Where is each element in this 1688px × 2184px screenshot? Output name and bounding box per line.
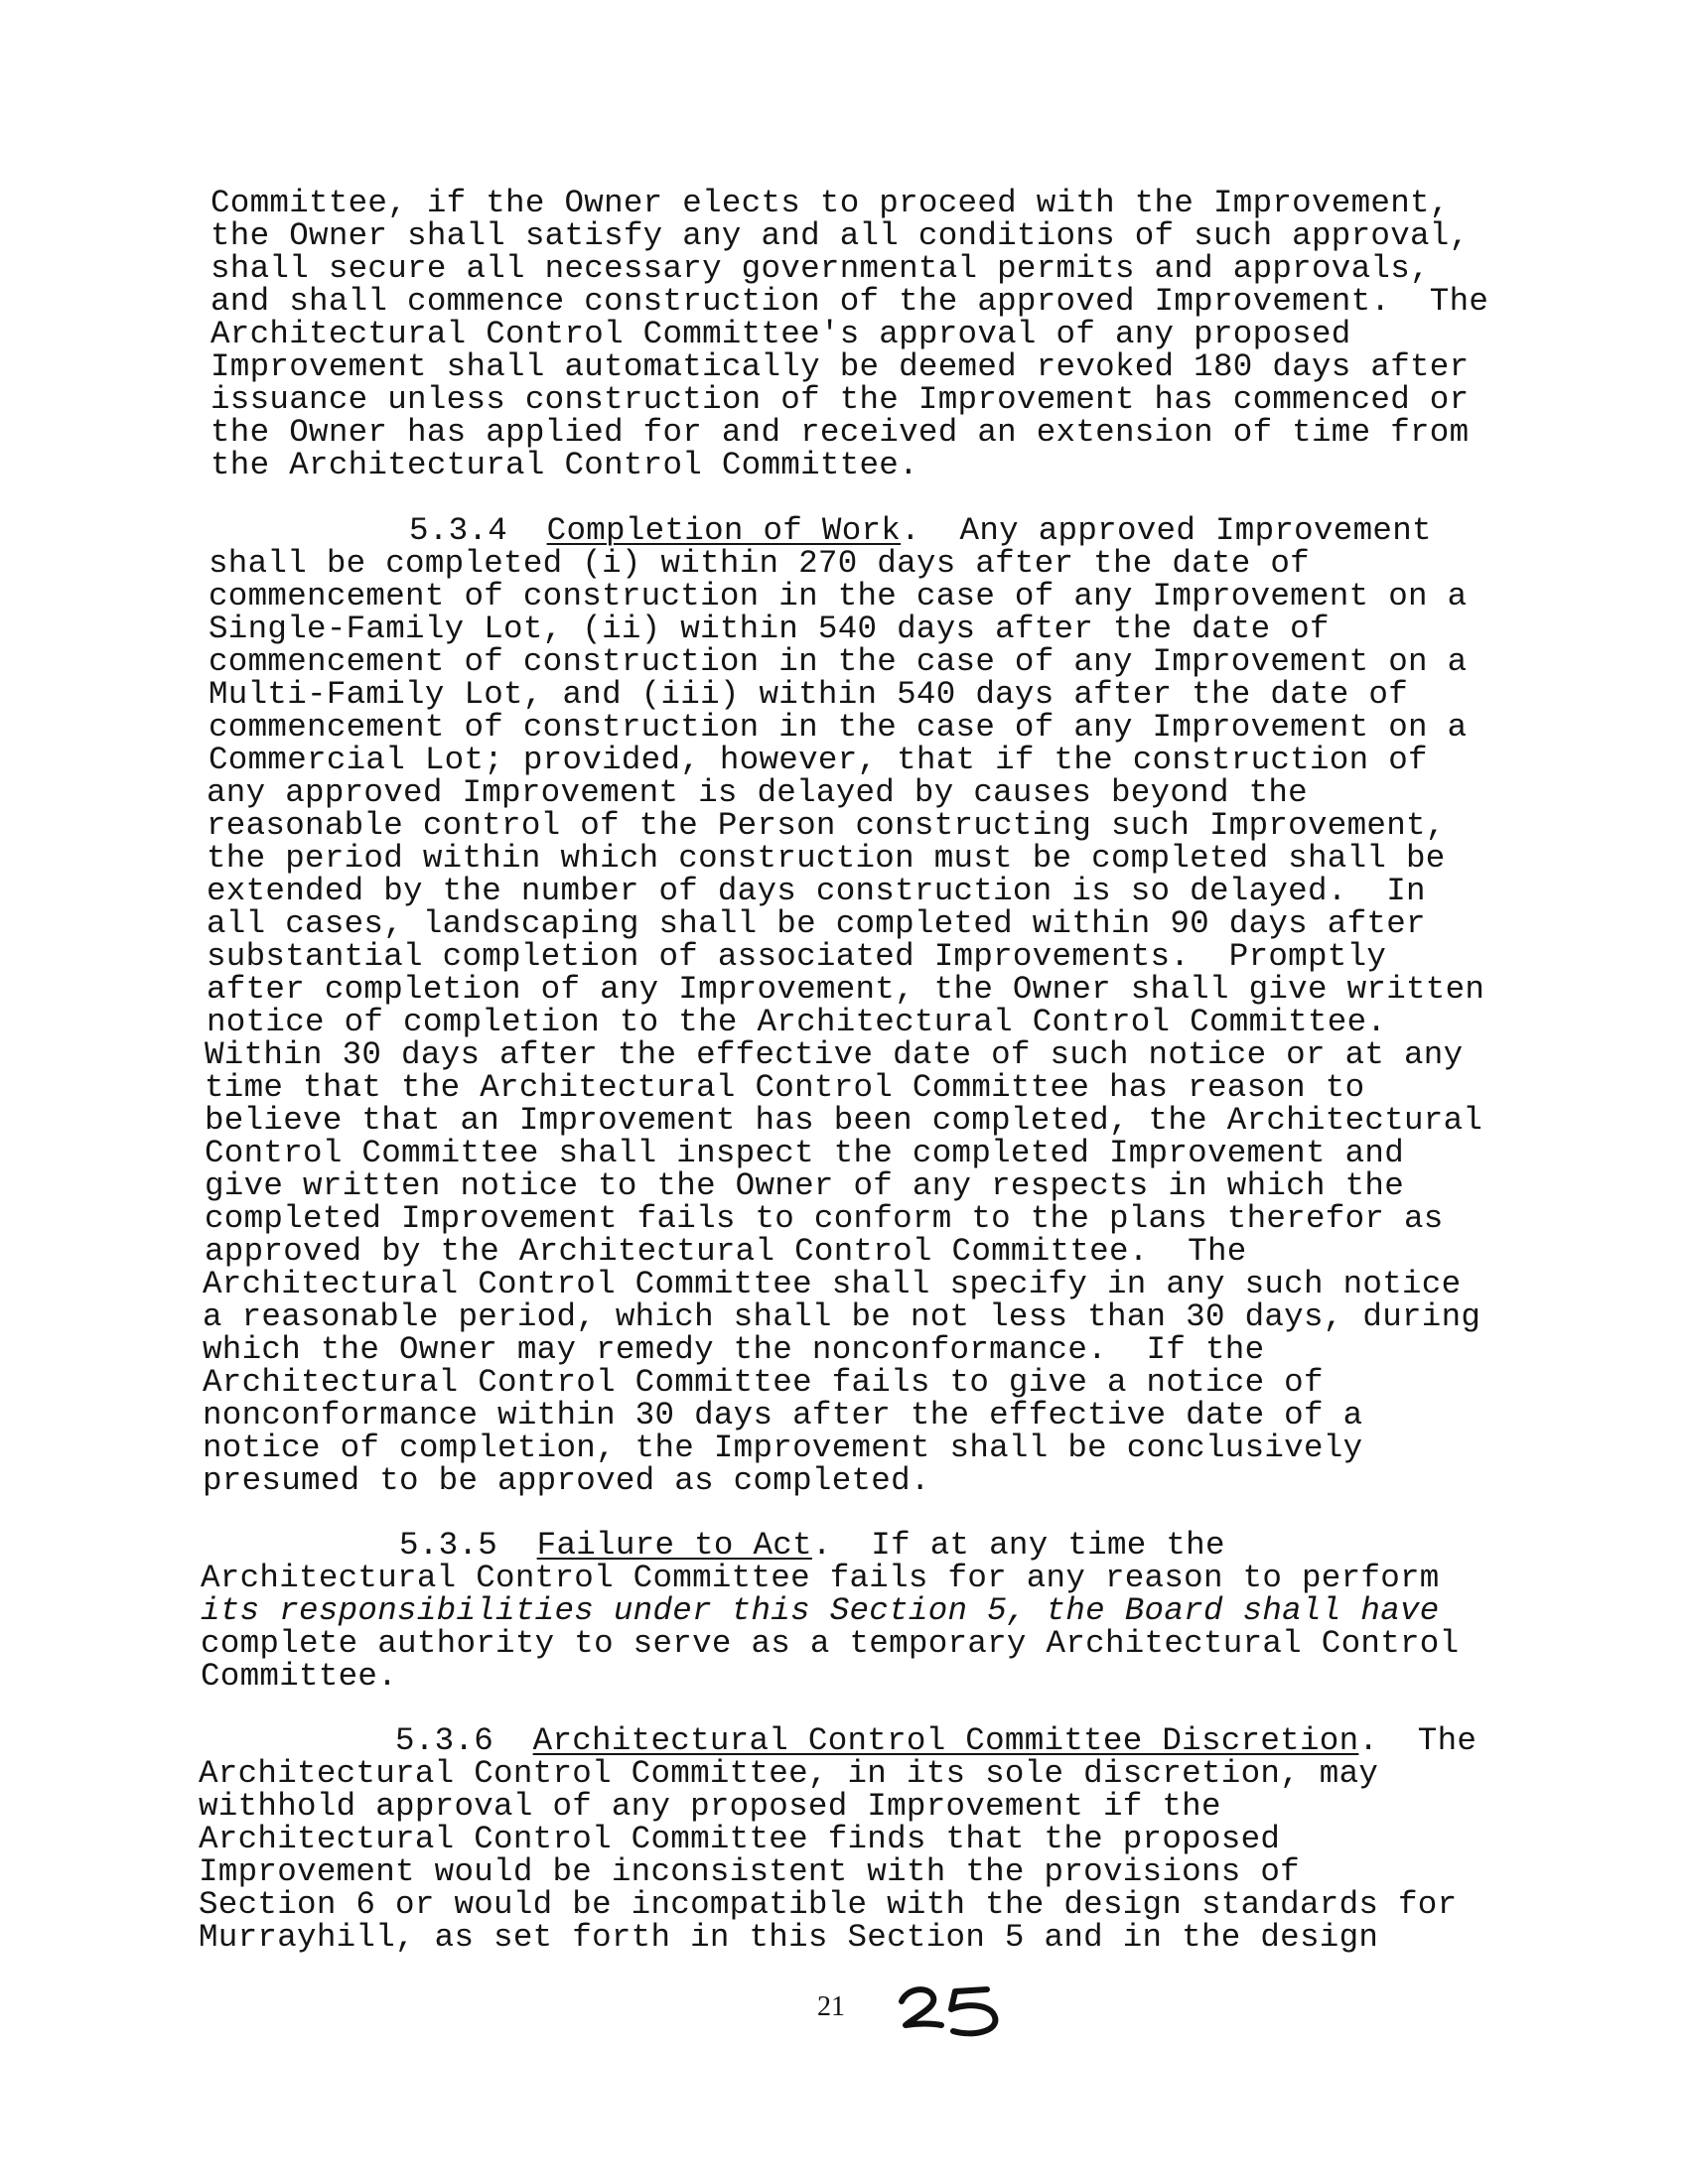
body-line: the period within which construction must be completed shall be [207, 840, 1446, 877]
body-line: Section 6 or would be incompatible with the design standards for [199, 1886, 1458, 1923]
section-heading-rest: . The [1358, 1722, 1477, 1759]
section-number: 5.3.5 [399, 1527, 498, 1564]
body-line: Architectural Control Committee, in its sole discretion, may [199, 1755, 1379, 1792]
body-line: commencement of construction in the case of any Improvement on a [209, 643, 1468, 680]
body-line: withhold approval of any proposed Improvement if the [199, 1788, 1221, 1825]
body-line: complete authority to serve as a temporary Architectural Control [201, 1625, 1460, 1662]
section-heading-rest: . If at any time the [811, 1527, 1225, 1564]
body-line: Within 30 days after the effective date of such notice or at any [205, 1036, 1464, 1073]
body-line: Improvement would be inconsistent with the provisions of [199, 1853, 1300, 1890]
body-line: Improvement shall automatically be deemed revoked 180 days after [211, 348, 1470, 385]
body-line: commencement of construction in the case of any Improvement on a [209, 578, 1468, 614]
body-line: completed Improvement fails to conform to the plans therefor as [205, 1200, 1444, 1237]
body-line: which the Owner may remedy the nonconformance. If the [203, 1331, 1265, 1368]
body-line: approved by the Architectural Control Committee. The [205, 1233, 1247, 1270]
body-line: reasonable control of the Person constructing such Improvement, [207, 807, 1446, 844]
body-line: after completion of any Improvement, the Owner shall give written [207, 971, 1485, 1008]
section-heading-rest: . Any approved Improvement [901, 512, 1432, 549]
body-line: shall be completed (i) within 270 days after the date of [209, 545, 1310, 582]
body-line: its responsibilities under this Section 5, the Board shall have [201, 1592, 1440, 1629]
section-5-3-5-heading-line [399, 1529, 1225, 1562]
body-line: Architectural Control Committee finds that the proposed [199, 1821, 1281, 1857]
body-line: notice of completion, the Improvement shall be conclusively [203, 1430, 1363, 1466]
body-line: Control Committee shall inspect the completed Improvement and [205, 1135, 1404, 1171]
body-line: commencement of construction in the case of any Improvement on a [209, 709, 1468, 746]
body-line: Murrayhill, as set forth in this Section 5 and in the design [199, 1919, 1379, 1956]
body-line: Commercial Lot; provided, however, that if the construction of [209, 742, 1428, 778]
section-heading: Failure to Act [536, 1527, 812, 1564]
section-5-3-6-heading-line [395, 1724, 1477, 1757]
page-number: 21 [817, 1991, 845, 2022]
body-line: Single-Family Lot, (ii) within 540 days after the date of [209, 611, 1330, 647]
body-line: issuance unless construction of the Improvement has commenced or [211, 381, 1470, 418]
section-heading: Architectural Control Committee Discretion [532, 1722, 1359, 1759]
body-line: give written notice to the Owner of any respects in which the [205, 1167, 1404, 1204]
body-line: the Architectural Control Committee. [211, 447, 918, 483]
body-line: extended by the number of days construction is so delayed. In [207, 873, 1426, 909]
body-line: Committee, if the Owner elects to proceed with the Improvement, [211, 185, 1450, 221]
body-line: Committee. [201, 1658, 398, 1695]
section-heading: Completion of Work [546, 512, 902, 549]
body-line: presumed to be approved as completed. [203, 1462, 930, 1499]
handwritten-page-number [896, 1979, 1015, 2039]
body-line: a reasonable period, which shall be not less than 30 days, during [203, 1298, 1481, 1335]
body-line: Multi-Family Lot, and (iii) within 540 days after the date of [209, 676, 1408, 713]
body-line: all cases, landscaping shall be completed within 90 days after [207, 905, 1426, 942]
body-line: nonconformance within 30 days after the effective date of a [203, 1397, 1363, 1433]
body-line: believe that an Improvement has been completed, the Architectural [205, 1102, 1483, 1139]
section-number: 5.3.6 [395, 1722, 494, 1759]
body-line: the Owner has applied for and received an extension of time from [211, 414, 1470, 451]
body-line: substantial completion of associated Improvements. Promptly [207, 938, 1387, 975]
body-line: and shall commence construction of the approved Improvement. The [211, 283, 1489, 320]
body-line: Architectural Control Committee fails for any reason to perform [201, 1560, 1440, 1596]
body-line: time that the Architectural Control Committee has reason to [205, 1069, 1365, 1106]
body-line: the Owner shall satisfy any and all conditions of such approval, [211, 217, 1470, 254]
body-line: notice of completion to the Architectural Control Committee. [207, 1004, 1387, 1040]
section-5-3-4-heading-line [409, 514, 1432, 547]
body-line: Architectural Control Committee shall specify in any such notice [203, 1266, 1462, 1302]
body-line: Architectural Control Committee fails to give a notice of [203, 1364, 1324, 1401]
body-line: shall secure all necessary governmental permits and approvals, [211, 250, 1430, 287]
body-line: Architectural Control Committee's approval of any proposed [211, 316, 1351, 352]
body-line: any approved Improvement is delayed by causes beyond the [207, 774, 1308, 811]
section-number: 5.3.4 [409, 512, 508, 549]
